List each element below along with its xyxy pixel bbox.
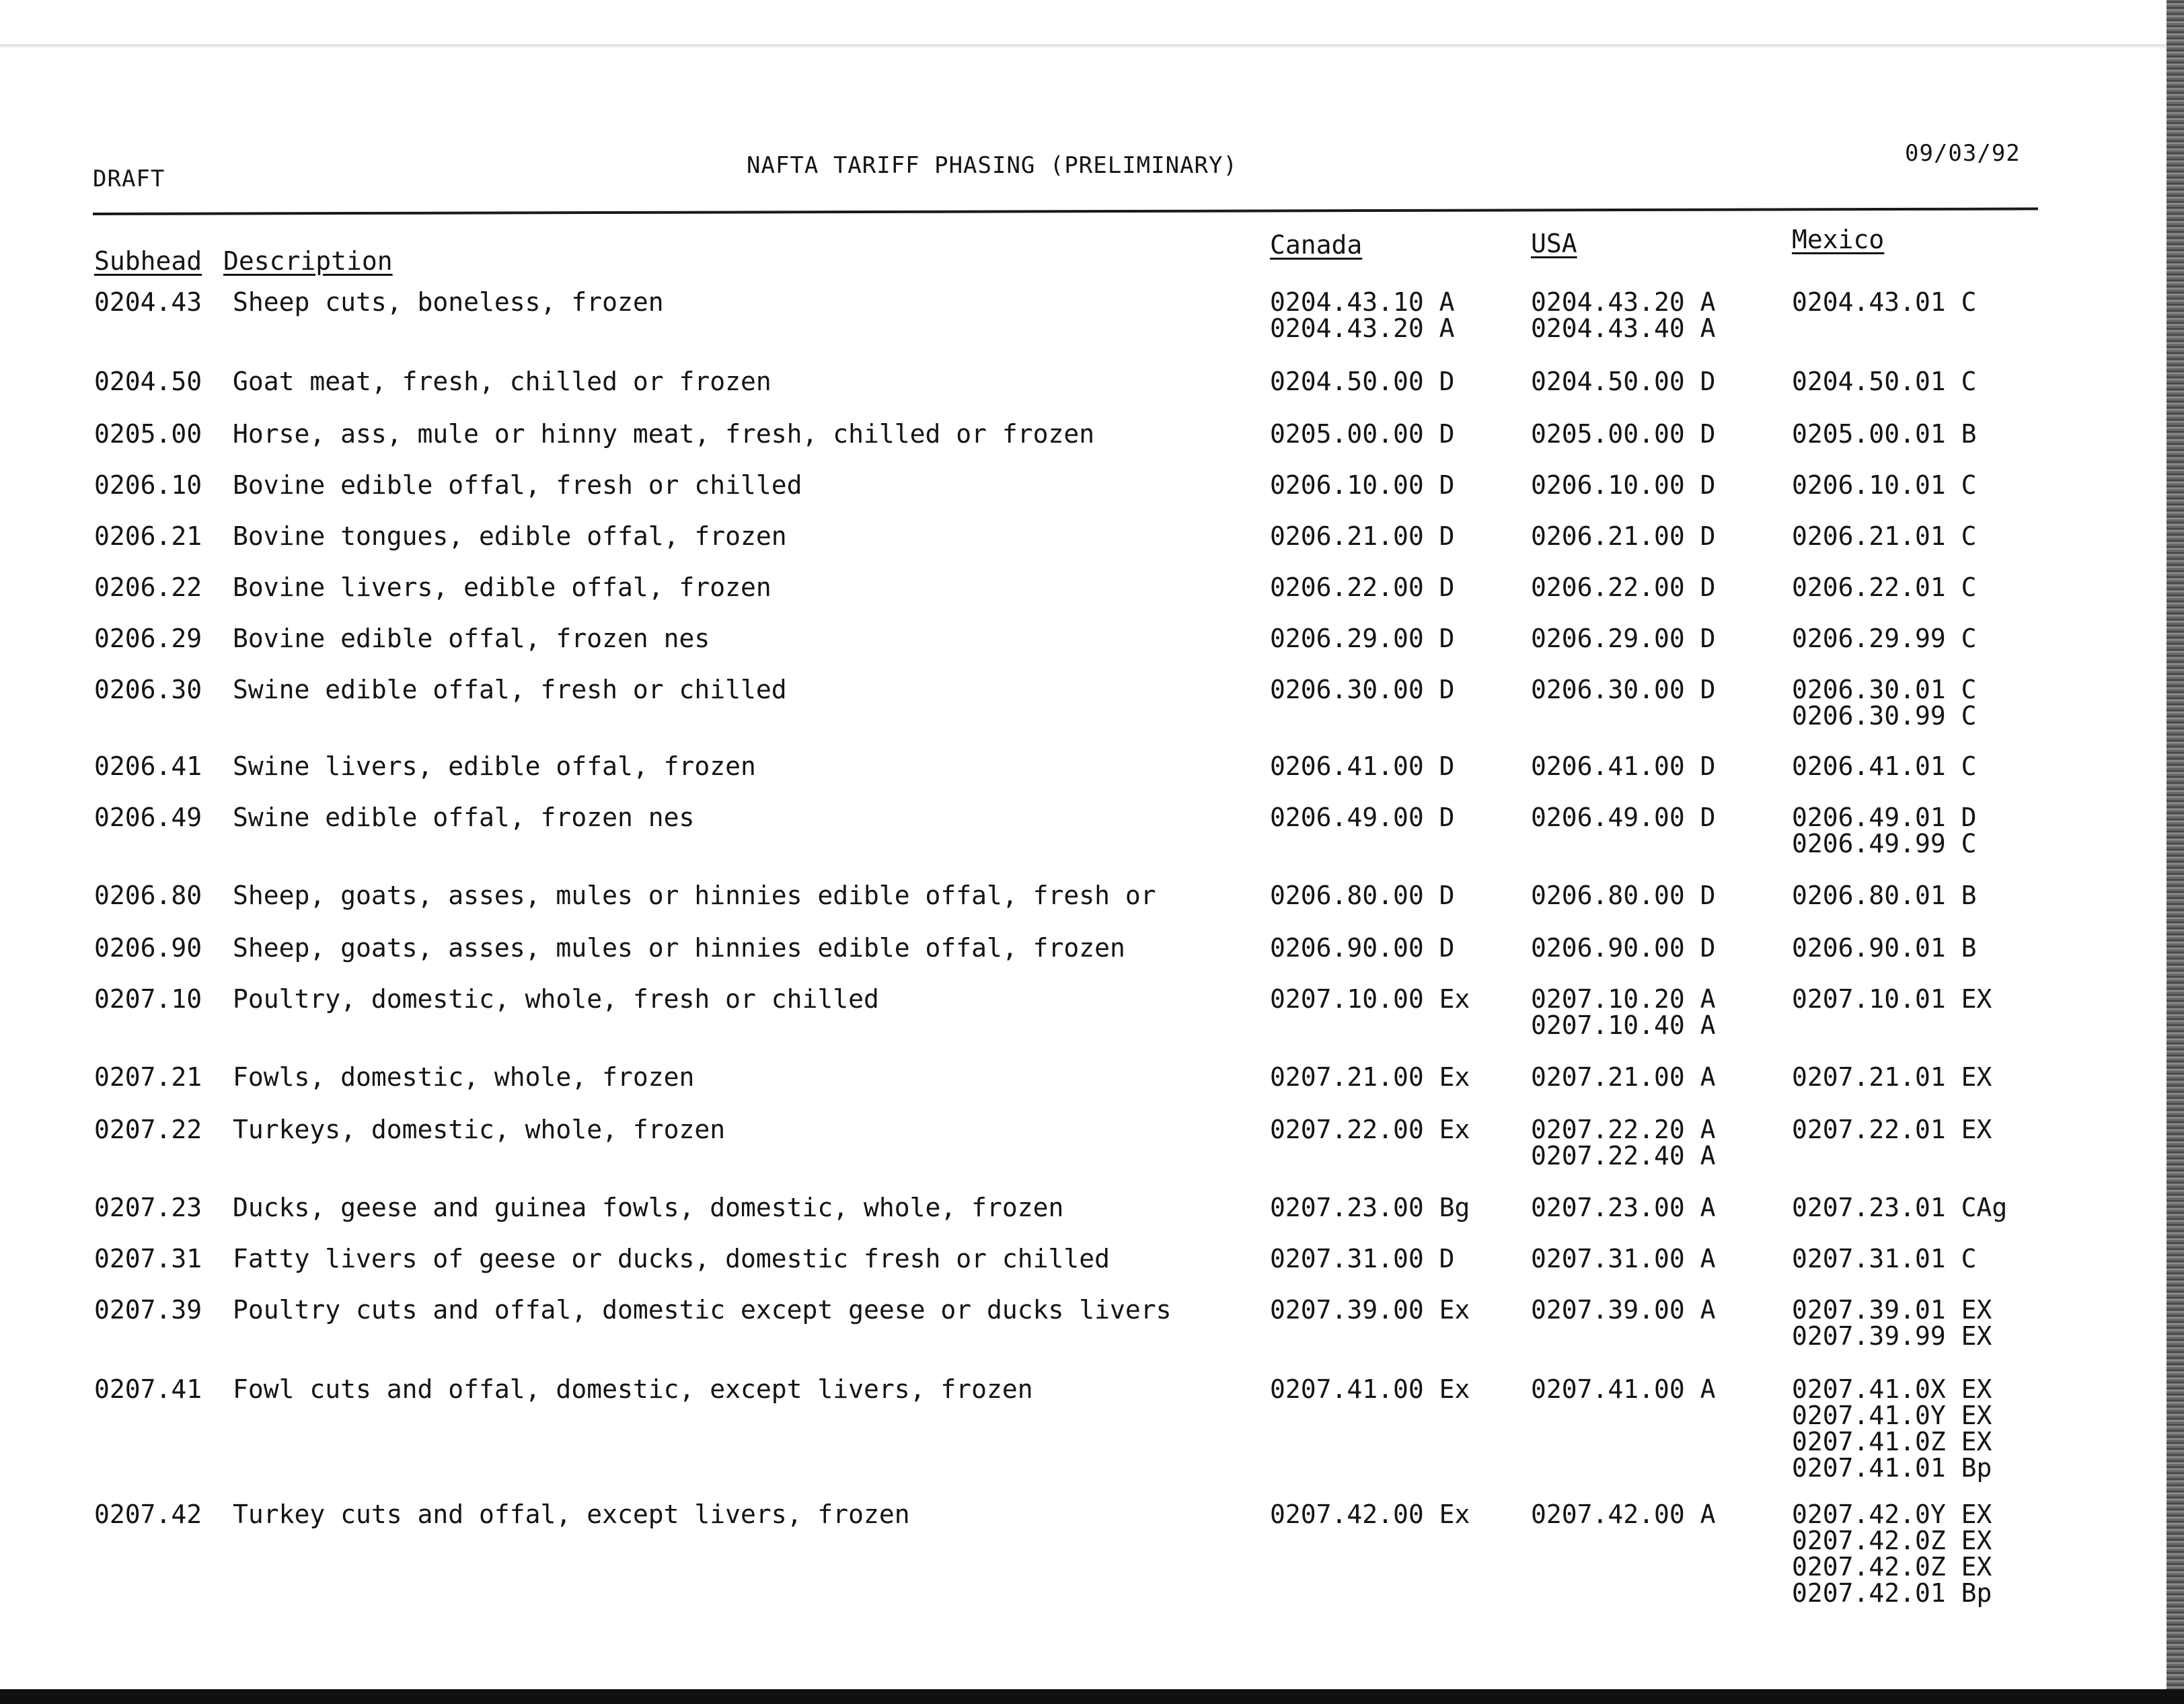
mexico-cell-code: 0207.41.0Y EX bbox=[1792, 1401, 1992, 1430]
canada-cell bbox=[1270, 1499, 1470, 1529]
mexico-cell bbox=[1792, 805, 1977, 857]
mexico-cell-code: 0206.41.01 C bbox=[1792, 751, 1977, 781]
canada-cell bbox=[1270, 572, 1455, 602]
canada-cell-code: 0205.00.00 D bbox=[1270, 419, 1455, 449]
canada-cell-code: 0204.43.10 A bbox=[1270, 287, 1455, 317]
mexico-cell-code: 0205.00.01 B bbox=[1792, 419, 1977, 449]
canada-cell bbox=[1270, 1195, 1470, 1221]
usa-cell-code: 0207.41.00 A bbox=[1531, 1374, 1716, 1404]
usa-cell bbox=[1531, 472, 1716, 498]
mexico-cell-code: 0206.29.99 C bbox=[1792, 624, 1977, 653]
canada-cell bbox=[1270, 1297, 1470, 1323]
canada-cell bbox=[1270, 986, 1470, 1012]
mexico-cell-code: 0206.90.01 B bbox=[1792, 933, 1977, 963]
description-cell: Poultry cuts and offal, domestic except geese or ducks livers bbox=[233, 1295, 1172, 1325]
description-cell: Fowls, domestic, whole, frozen bbox=[233, 1062, 695, 1092]
mexico-cell-code: 0207.22.01 EX bbox=[1792, 1115, 1992, 1144]
scan-edge-top bbox=[0, 44, 2184, 48]
mexico-cell bbox=[1792, 369, 1977, 395]
usa-cell bbox=[1531, 421, 1716, 447]
usa-cell bbox=[1531, 626, 1716, 652]
usa-cell bbox=[1531, 369, 1716, 395]
scan-edge-bottom bbox=[0, 1689, 2184, 1704]
usa-cell bbox=[1531, 805, 1716, 831]
usa-cell bbox=[1531, 753, 1716, 780]
mexico-cell-code: 0207.21.01 EX bbox=[1792, 1062, 1992, 1092]
description-cell: Bovine edible offal, fresh or chilled bbox=[233, 470, 802, 500]
mexico-cell-code: 0204.43.01 C bbox=[1792, 287, 1977, 317]
subhead-cell: 0206.29 bbox=[94, 624, 202, 653]
usa-cell-code: 0205.00.00 D bbox=[1531, 419, 1716, 449]
description-cell: Turkey cuts and offal, except livers, frozen bbox=[233, 1499, 910, 1529]
canada-cell bbox=[1270, 369, 1455, 395]
mexico-cell-code: 0206.49.01 D bbox=[1792, 803, 1977, 832]
description-cell: Ducks, geese and guinea fowls, domestic, whole, frozen bbox=[233, 1193, 1064, 1222]
mexico-cell bbox=[1792, 1246, 1977, 1272]
subhead-cell: 0206.90 bbox=[94, 933, 202, 963]
subhead-cell: 0204.50 bbox=[94, 367, 202, 396]
description-cell: Poultry, domestic, whole, fresh or chilled bbox=[233, 984, 879, 1014]
description-cell: Sheep, goats, asses, mules or hinnies edible offal, fresh or bbox=[233, 881, 1156, 910]
mexico-cell-code: 0206.30.01 C bbox=[1792, 675, 1977, 704]
canada-cell bbox=[1270, 935, 1455, 961]
canada-cell-code: 0206.10.00 D bbox=[1270, 470, 1455, 500]
usa-cell bbox=[1531, 1064, 1716, 1090]
canada-cell-code: 0204.50.00 D bbox=[1270, 367, 1455, 396]
canada-cell bbox=[1270, 677, 1455, 703]
subhead-cell: 0207.23 bbox=[94, 1193, 202, 1222]
canada-cell-code: 0207.22.00 Ex bbox=[1270, 1115, 1470, 1144]
subhead-cell: 0206.22 bbox=[94, 572, 202, 602]
description-cell: Bovine edible offal, frozen nes bbox=[233, 624, 710, 653]
description-cell: Swine livers, edible offal, frozen bbox=[233, 751, 756, 781]
usa-cell bbox=[1531, 1195, 1716, 1221]
canada-cell-code: 0207.39.00 Ex bbox=[1270, 1295, 1470, 1325]
canada-cell bbox=[1270, 1376, 1470, 1403]
subhead-cell: 0204.43 bbox=[94, 287, 202, 317]
subhead-cell: 0207.31 bbox=[94, 1244, 202, 1273]
description-cell: Sheep cuts, boneless, frozen bbox=[233, 287, 664, 317]
usa-cell bbox=[1531, 523, 1716, 550]
description-cell: Swine edible offal, frozen nes bbox=[233, 803, 695, 832]
mexico-cell bbox=[1792, 1064, 1992, 1090]
usa-cell bbox=[1531, 986, 1716, 1039]
subhead-cell: 0207.39 bbox=[94, 1295, 202, 1325]
mexico-cell-code: 0207.42.0Z EX bbox=[1792, 1526, 1992, 1555]
description-cell: Fowl cuts and offal, domestic, except livers, frozen bbox=[233, 1374, 1033, 1404]
mexico-cell-code: 0207.39.01 EX bbox=[1792, 1295, 1992, 1325]
column-header-subhead: Subhead bbox=[94, 246, 202, 276]
column-header-usa: USA bbox=[1531, 229, 1577, 258]
subhead-cell: 0206.30 bbox=[94, 675, 202, 704]
usa-cell-code: 0207.22.20 A bbox=[1531, 1115, 1716, 1144]
mexico-cell bbox=[1792, 421, 1977, 447]
canada-cell-code: 0206.90.00 D bbox=[1270, 933, 1455, 963]
usa-cell-code: 0206.30.00 D bbox=[1531, 675, 1716, 704]
description-cell: Bovine tongues, edible offal, frozen bbox=[233, 521, 787, 551]
description-cell: Horse, ass, mule or hinny meat, fresh, chilled or frozen bbox=[233, 419, 1095, 449]
mexico-cell bbox=[1792, 1195, 2007, 1221]
subhead-cell: 0205.00 bbox=[94, 419, 202, 449]
mexico-cell bbox=[1792, 883, 1977, 909]
canada-cell-code: 0206.30.00 D bbox=[1270, 675, 1455, 704]
subhead-cell: 0207.41 bbox=[94, 1374, 202, 1404]
usa-cell-code: 0206.80.00 D bbox=[1531, 881, 1716, 910]
mexico-cell-code: 0207.23.01 CAg bbox=[1792, 1193, 2008, 1222]
usa-cell-code: 0207.31.00 A bbox=[1531, 1244, 1716, 1273]
canada-cell-code: 0206.29.00 D bbox=[1270, 624, 1455, 653]
usa-cell-code: 0206.41.00 D bbox=[1531, 751, 1716, 781]
description-cell: Turkeys, domestic, whole, frozen bbox=[233, 1115, 726, 1144]
mexico-cell-code: 0207.42.01 Bp bbox=[1792, 1578, 1992, 1608]
usa-cell bbox=[1531, 935, 1716, 961]
mexico-cell-code: 0207.42.0Y EX bbox=[1792, 1499, 1992, 1529]
canada-cell-code: 0207.41.00 Ex bbox=[1270, 1374, 1470, 1404]
canada-cell-code: 0207.21.00 Ex bbox=[1270, 1062, 1470, 1092]
canada-cell-code: 0206.21.00 D bbox=[1270, 521, 1455, 551]
mexico-cell bbox=[1792, 472, 1977, 498]
description-cell: Swine edible offal, fresh or chilled bbox=[233, 675, 787, 704]
canada-cell bbox=[1270, 1064, 1470, 1090]
usa-cell bbox=[1531, 883, 1716, 909]
canada-cell bbox=[1270, 1246, 1455, 1272]
subhead-cell: 0206.80 bbox=[94, 881, 202, 910]
mexico-cell-code: 0206.10.01 C bbox=[1792, 470, 1977, 500]
canada-cell-code: 0207.10.00 Ex bbox=[1270, 984, 1470, 1014]
canada-cell-code: 0206.80.00 D bbox=[1270, 881, 1455, 910]
mexico-cell bbox=[1792, 1297, 1992, 1349]
subhead-cell: 0206.49 bbox=[94, 803, 202, 832]
usa-cell-code: 0206.49.00 D bbox=[1531, 803, 1716, 832]
mexico-cell bbox=[1792, 626, 1977, 652]
canada-cell-code: 0207.42.00 Ex bbox=[1270, 1499, 1470, 1529]
subhead-cell: 0207.21 bbox=[94, 1062, 202, 1092]
mexico-cell bbox=[1792, 986, 1992, 1012]
usa-cell-code: 0204.50.00 D bbox=[1531, 367, 1716, 396]
usa-cell-code: 0206.90.00 D bbox=[1531, 933, 1716, 963]
mexico-cell bbox=[1792, 935, 1977, 961]
scan-edge-right bbox=[2167, 0, 2184, 1704]
canada-cell-code: 0206.22.00 D bbox=[1270, 572, 1455, 602]
header-rule bbox=[93, 207, 2038, 215]
mexico-cell bbox=[1792, 1376, 1992, 1481]
mexico-cell-code: 0207.39.99 EX bbox=[1792, 1321, 1992, 1351]
column-header-canada: Canada bbox=[1270, 230, 1363, 260]
mexico-cell bbox=[1792, 523, 1977, 550]
canada-cell-code: 0206.41.00 D bbox=[1270, 751, 1455, 781]
mexico-cell-code: 0207.41.0Z EX bbox=[1792, 1427, 1992, 1456]
usa-cell-code: 0207.39.00 A bbox=[1531, 1295, 1716, 1325]
mexico-cell-code: 0206.22.01 C bbox=[1792, 572, 1977, 602]
usa-cell-code: 0207.10.40 A bbox=[1531, 1010, 1716, 1040]
usa-cell-code: 0206.10.00 D bbox=[1531, 470, 1716, 500]
draft-label: DRAFT bbox=[93, 165, 165, 192]
usa-cell-code: 0207.42.00 A bbox=[1531, 1499, 1716, 1529]
canada-cell-code: 0206.49.00 D bbox=[1270, 803, 1455, 832]
mexico-cell bbox=[1792, 1499, 1992, 1608]
mexico-cell-code: 0206.80.01 B bbox=[1792, 881, 1977, 910]
usa-cell bbox=[1531, 572, 1716, 602]
usa-cell-code: 0207.21.00 A bbox=[1531, 1062, 1716, 1092]
canada-cell bbox=[1270, 421, 1455, 447]
subhead-cell: 0207.10 bbox=[94, 984, 202, 1014]
mexico-cell bbox=[1792, 289, 1977, 316]
usa-cell-code: 0206.21.00 D bbox=[1531, 521, 1716, 551]
column-header-description: Description bbox=[223, 246, 393, 276]
usa-cell-code: 0206.22.00 D bbox=[1531, 572, 1716, 602]
mexico-cell-code: 0204.50.01 C bbox=[1792, 367, 1977, 396]
usa-cell-code: 0207.10.20 A bbox=[1531, 984, 1716, 1014]
description-cell: Goat meat, fresh, chilled or frozen bbox=[233, 367, 771, 396]
canada-cell bbox=[1270, 523, 1455, 550]
subhead-cell: 0206.21 bbox=[94, 521, 202, 551]
description-cell: Sheep, goats, asses, mules or hinnies edible offal, frozen bbox=[233, 933, 1125, 963]
canada-cell-code: 0204.43.20 A bbox=[1270, 313, 1455, 343]
document-date: 09/03/92 bbox=[1905, 140, 2021, 167]
canada-cell-code: 0207.23.00 Bg bbox=[1270, 1193, 1470, 1222]
mexico-cell-code: 0206.49.99 C bbox=[1792, 829, 1977, 858]
subhead-cell: 0206.41 bbox=[94, 751, 202, 781]
canada-cell bbox=[1270, 753, 1455, 780]
mexico-cell bbox=[1792, 753, 1977, 780]
usa-cell-code: 0207.22.40 A bbox=[1531, 1141, 1716, 1171]
mexico-cell-code: 0207.31.01 C bbox=[1792, 1244, 1977, 1273]
mexico-cell-code: 0207.10.01 EX bbox=[1792, 984, 1992, 1014]
subhead-cell: 0206.10 bbox=[94, 470, 202, 500]
usa-cell bbox=[1531, 1499, 1716, 1529]
subhead-cell: 0207.42 bbox=[94, 1499, 202, 1529]
canada-cell bbox=[1270, 472, 1455, 498]
mexico-cell bbox=[1792, 1117, 1992, 1143]
description-cell: Fatty livers of geese or ducks, domestic fresh or chilled bbox=[233, 1244, 1110, 1273]
canada-cell bbox=[1270, 1117, 1470, 1143]
usa-cell-code: 0204.43.20 A bbox=[1531, 287, 1716, 317]
column-header-mexico: Mexico bbox=[1792, 225, 1885, 254]
mexico-cell bbox=[1792, 572, 1977, 602]
mexico-cell bbox=[1792, 677, 1977, 729]
mexico-cell-code: 0207.41.01 Bp bbox=[1792, 1453, 1992, 1483]
description-cell: Bovine livers, edible offal, frozen bbox=[233, 572, 771, 602]
subhead-cell: 0207.22 bbox=[94, 1115, 202, 1144]
usa-cell bbox=[1531, 1376, 1716, 1403]
mexico-cell-code: 0206.30.99 C bbox=[1792, 701, 1977, 731]
usa-cell bbox=[1531, 1246, 1716, 1272]
canada-cell bbox=[1270, 626, 1455, 652]
canada-cell-code: 0207.31.00 D bbox=[1270, 1244, 1455, 1273]
canada-cell bbox=[1270, 805, 1455, 831]
usa-cell-code: 0206.29.00 D bbox=[1531, 624, 1716, 653]
usa-cell bbox=[1531, 289, 1716, 342]
canada-cell bbox=[1270, 289, 1455, 342]
usa-cell-code: 0204.43.40 A bbox=[1531, 313, 1716, 343]
usa-cell bbox=[1531, 1297, 1716, 1323]
mexico-cell-code: 0207.42.0Z EX bbox=[1792, 1552, 1992, 1582]
usa-cell-code: 0207.23.00 A bbox=[1531, 1193, 1716, 1222]
usa-cell bbox=[1531, 1117, 1716, 1169]
mexico-cell-code: 0206.21.01 C bbox=[1792, 521, 1977, 551]
document-title: NAFTA TARIFF PHASING (PRELIMINARY) bbox=[747, 152, 1238, 179]
mexico-cell-code: 0207.41.0X EX bbox=[1792, 1374, 1992, 1404]
canada-cell bbox=[1270, 883, 1455, 909]
usa-cell bbox=[1531, 677, 1716, 703]
